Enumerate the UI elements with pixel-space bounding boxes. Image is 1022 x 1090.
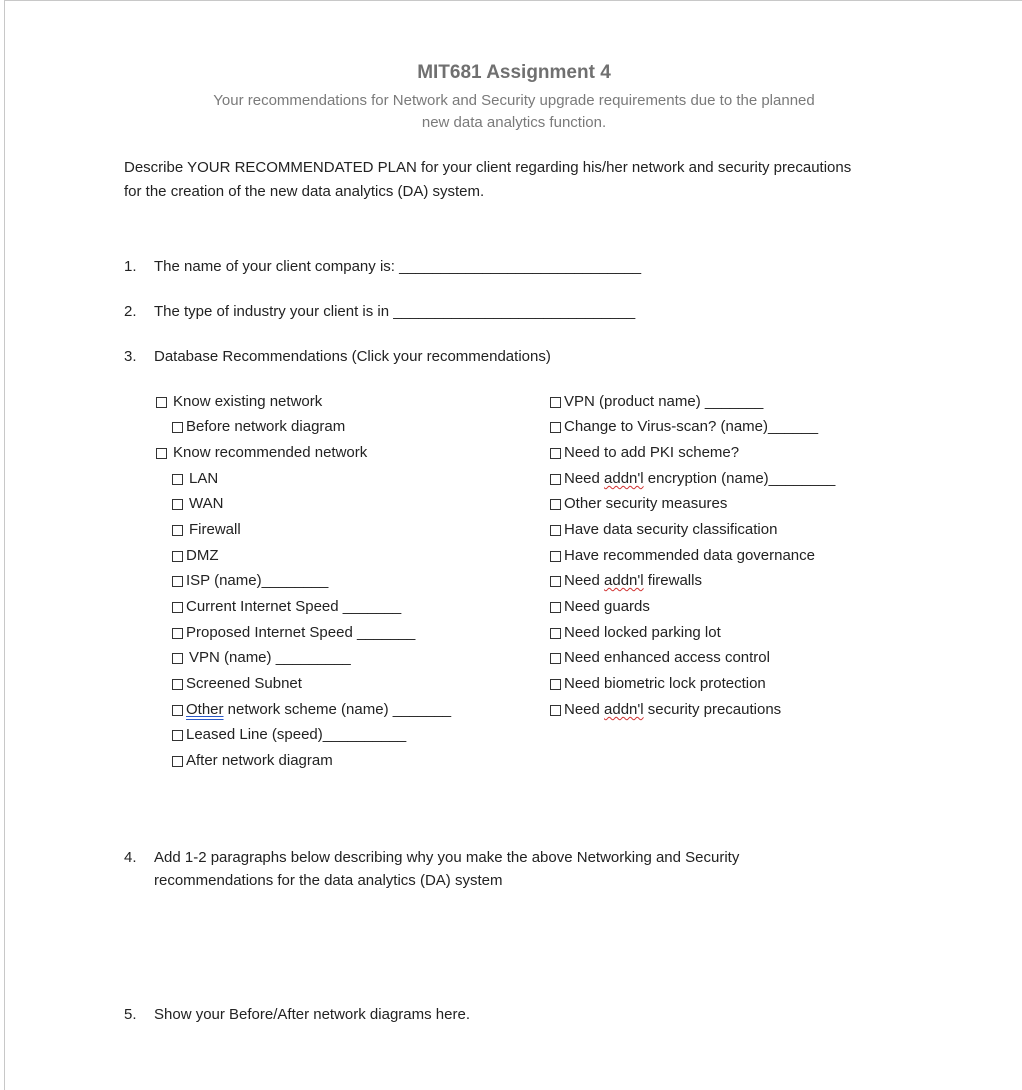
checkbox-icon[interactable] xyxy=(172,628,183,639)
page-edge xyxy=(4,0,5,1090)
checkbox-after-network-diagram[interactable]: After network diagram xyxy=(172,751,333,771)
checkbox-icon[interactable] xyxy=(172,705,183,716)
checkbox-icon[interactable] xyxy=(550,448,561,459)
question-3 xyxy=(124,345,844,369)
checkbox-firewall[interactable]: Firewall xyxy=(172,520,241,540)
checkbox-icon[interactable] xyxy=(550,705,561,716)
checkbox-proposed-internet-speed[interactable]: Proposed Internet Speed _______ xyxy=(172,623,415,643)
checkbox-current-internet-speed[interactable]: Current Internet Speed _______ xyxy=(172,597,401,617)
page-edge xyxy=(4,0,1022,1)
checkbox-icon[interactable] xyxy=(550,679,561,690)
question-number: 1. xyxy=(124,258,137,275)
checkbox-need-guards[interactable]: Need guards xyxy=(550,597,650,617)
question-4 xyxy=(124,846,844,896)
checkbox-lan[interactable]: LAN xyxy=(172,469,218,489)
question-5 xyxy=(124,1003,844,1027)
checkbox-icon[interactable] xyxy=(172,730,183,741)
checkbox-icon[interactable] xyxy=(172,422,183,433)
checkbox-wan[interactable]: WAN xyxy=(172,494,223,514)
checkbox-enhanced-access-control[interactable]: Need enhanced access control xyxy=(550,648,770,668)
checkbox-before-network-diagram[interactable]: Before network diagram xyxy=(172,417,345,437)
checkbox-icon[interactable] xyxy=(172,653,183,664)
question-text: Database Recommendations (Click your recommendations) xyxy=(154,348,551,365)
question-text: Show your Before/After network diagrams here. xyxy=(154,1006,470,1023)
checkbox-icon[interactable] xyxy=(550,551,561,562)
checkbox-screened-subnet[interactable]: Screened Subnet xyxy=(172,674,302,694)
checkbox-icon[interactable] xyxy=(550,499,561,510)
question-text[interactable]: The type of industry your client is in _____________________________ xyxy=(154,303,636,320)
checkbox-dmz[interactable]: DMZ xyxy=(172,546,219,566)
checkbox-icon[interactable] xyxy=(172,679,183,690)
checkbox-icon[interactable] xyxy=(156,397,167,408)
checkbox-icon[interactable] xyxy=(550,422,561,433)
checkbox-addnl-firewalls[interactable]: Need addn'l firewalls xyxy=(550,571,702,591)
checkbox-locked-parking-lot[interactable]: Need locked parking lot xyxy=(550,623,721,643)
checkbox-icon[interactable] xyxy=(550,628,561,639)
checkbox-vpn-name[interactable]: VPN (name) _________ xyxy=(172,648,351,668)
checkbox-biometric-lock[interactable]: Need biometric lock protection xyxy=(550,674,766,694)
checkbox-addnl-encryption[interactable]: Need addn'l encryption (name)________ xyxy=(550,469,835,489)
question-2 xyxy=(124,300,844,324)
checkbox-other-security-measures[interactable]: Other security measures xyxy=(550,494,727,514)
checkbox-icon[interactable] xyxy=(172,756,183,767)
checkbox-icon[interactable] xyxy=(550,474,561,485)
question-text: Add 1-2 paragraphs below describing why you make the above Networking and Security recommendations for the data analytics (DA) system xyxy=(154,849,740,889)
checkbox-icon[interactable] xyxy=(550,653,561,664)
checkbox-icon[interactable] xyxy=(172,525,183,536)
question-number: 5. xyxy=(124,1006,137,1023)
question-number: 2. xyxy=(124,303,137,320)
checkbox-icon[interactable] xyxy=(550,525,561,536)
checkbox-data-security-classification[interactable]: Have data security classification xyxy=(550,520,777,540)
checkbox-icon[interactable] xyxy=(172,551,183,562)
checkbox-know-recommended-network[interactable]: Know recommended network xyxy=(156,443,367,463)
checkbox-isp[interactable]: ISP (name)________ xyxy=(172,571,328,591)
checkbox-change-virus-scan[interactable]: Change to Virus-scan? (name)______ xyxy=(550,417,818,437)
question-1 xyxy=(124,255,844,279)
checkbox-icon[interactable] xyxy=(550,576,561,587)
checkbox-data-governance[interactable]: Have recommended data governance xyxy=(550,546,815,566)
checkbox-icon[interactable] xyxy=(156,448,167,459)
question-number: 4. xyxy=(124,849,137,866)
checkbox-icon[interactable] xyxy=(550,602,561,613)
checkbox-addnl-security-precautions[interactable]: Need addn'l security precautions xyxy=(550,700,781,720)
checkbox-know-existing-network[interactable]: Know existing network xyxy=(156,392,322,412)
question-text[interactable]: The name of your client company is: _____________________________ xyxy=(154,258,642,275)
page-subtitle: Your recommendations for Network and Security upgrade requirements due to the planned new data analytics function. xyxy=(213,92,815,131)
page-title: MIT681 Assignment 4 xyxy=(417,62,611,83)
checkbox-icon[interactable] xyxy=(172,499,183,510)
checkbox-icon[interactable] xyxy=(172,576,183,587)
checkbox-leased-line[interactable]: Leased Line (speed)__________ xyxy=(172,725,406,745)
checkbox-vpn-product[interactable]: VPN (product name) _______ xyxy=(550,392,763,412)
checkbox-other-network-scheme[interactable]: Other network scheme (name) _______ xyxy=(172,700,451,720)
checkbox-pki-scheme[interactable]: Need to add PKI scheme? xyxy=(550,443,739,463)
checkbox-icon[interactable] xyxy=(172,474,183,485)
checkbox-icon[interactable] xyxy=(550,397,561,408)
intro-paragraph: Describe YOUR RECOMMENDATED PLAN for your client regarding his/her network and security precautions for the creation of the new data analytics (DA) system. xyxy=(124,159,852,200)
question-number: 3. xyxy=(124,348,137,365)
checkbox-icon[interactable] xyxy=(172,602,183,613)
